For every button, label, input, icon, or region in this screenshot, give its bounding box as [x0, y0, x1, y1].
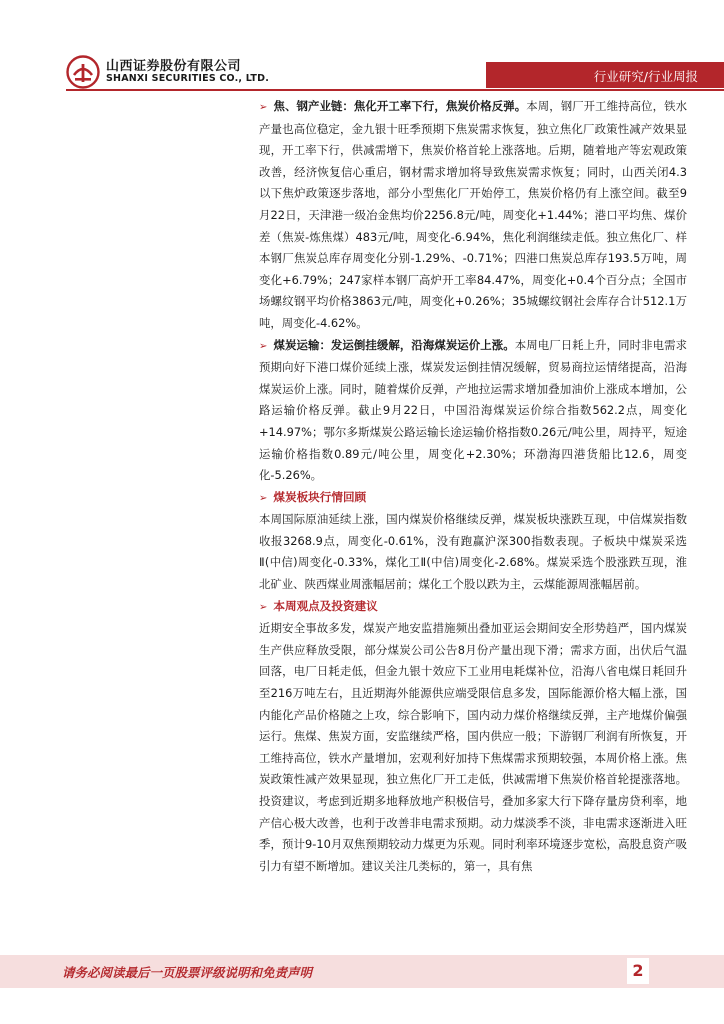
paragraph-investment: 近期安全事故多发，煤炭产地安监措施频出叠加亚运会期间安全形势趋严，国内煤炭生产供应释放受限，部分煤炭公司公告8月份产量出现下滑；需求方面，出伏后气温回落，电厂日耗走低，但金九银十效应下工业用电耗煤补位，沿海八省电煤日耗回升至216万吨左右，且近期海外能源供应端受限信息多发，国际能源价格大幅上涨，国内能化产品价格随之上攻，综合影响下，国内动力煤价格继续反弹，主产地煤价偏强运行。焦煤、焦炭方面，安监继续严格，国内供应一般；下游钢厂利润有所恢复，开工维持高位，铁水产量增加，宏观利好加持下焦煤需求预期较强，本周价格上涨。焦炭政策性减产效果显现，独立焦化厂开工走低，供减需增下焦炭价格首轮提涨落地。投资建议，考虑到近期多地释放地产积极信号，叠加多家大行下降存量房贷利率，地产信心极大改善，也利于改善非电需求预期。动力煤淡季不淡，非电需求逐渐进入旺季，预计9-10月双焦预期较动力煤更为乐观。同时利率环境逐步宽松，高股息资产吸引力有望不断增加。建议关注几类标的，第一，具有焦	[259, 621, 687, 873]
lead-coal-transport: 煤炭运输：发运倒挂缓解，沿海煤炭运价上涨。	[273, 337, 515, 352]
header-divider	[66, 89, 724, 91]
paragraph-sector-review: 本周国际原油延续上涨，国内煤炭价格继续反弹，煤炭板块涨跌互现，中信煤炭指数收报3268.9点，周变化-0.61%，没有跑赢沪深300指数表现。子板块中煤炭采选Ⅱ(中信)周变化-0.33%，煤化工Ⅱ(中信)周变化-2.68%。煤炭采选个股涨跌互现，淮北矿业、陕西煤业周涨幅居前；煤化工个股以跌为主，云煤能源周涨幅居前。	[259, 512, 687, 592]
text-coal-transport: 本周电厂日耗上升，同时非电需求预期向好下港口煤价延续上涨，煤炭发运倒挂情况缓解，贸易商拉运情绪提高，沿海煤炭运价上涨。同时，随着煤价反弹，产地拉运需求增加叠加油价上涨成本增加，公路运输价格反弹。截止9月22日，中国沿海煤炭运价综合指数562.2点，周变化+14.97%；鄂尔多斯煤炭公路运输长途运输价格指数0.26元/吨公里，周持平，短途运输价格指数0.89元/吨公里，周变化+2.30%；环渤海四港货船比12.6，周变化-5.26%。	[259, 337, 687, 483]
arrow-bullet-icon: ➢	[259, 102, 268, 113]
arrow-bullet-icon: ➢	[259, 340, 268, 352]
page-number: 2	[627, 958, 649, 984]
company-name-cn: 山西证券股份有限公司	[106, 59, 242, 74]
text-coke-steel: 本周，钢厂开工维持高位，铁水产量也高位稳定，金九银十旺季预期下焦炭需求恢复，独立焦化厂政策性减产效果显现，开工率下行，供减需增下，焦炭价格首轮上涨落地。后期，随着地产等宏观政策改善，经济恢复信心重启，钢材需求增加将导致焦炭需求恢复；同时，山西关闭4.3以下焦炉政策逐步落地，部分小型焦化厂开始停工，焦炭价格仍有上涨空间。截至9月22日，天津港一级冶金焦均价2256.8元/吨，周变化+1.44%；港口平均焦、煤价差（焦炭-炼焦煤）483元/吨，周变化-6.94%，焦化利润继续走低。独立焦化厂、样本钢厂焦炭总库存周变化分别-1.29%、-0.71%；四港口焦炭总库存193.5万吨，周变化+6.79%；247家样本钢厂高炉开工率84.47%，周变化+0.4个百分点；全国市场螺纹钢平均价格3863元/吨，周变化+0.26%；35城螺纹钢社会库存合计512.1万吨，周变化-4.62%。	[259, 99, 687, 330]
section-heading-investment: ➢ 本周观点及投资建议	[259, 598, 378, 613]
arrow-bullet-icon: ➢	[259, 601, 268, 613]
paragraph-coke-steel	[259, 96, 687, 335]
section-heading-sector-review: ➢ 煤炭板块行情回顾	[259, 489, 367, 504]
company-name-en: SHANXI SECURITIES CO., LTD.	[106, 73, 270, 84]
lead-coke-steel: 焦、钢产业链：焦化开工率下行，焦炭价格反弹。	[273, 99, 527, 113]
arrow-bullet-icon: ➢	[259, 492, 268, 504]
report-body	[259, 96, 687, 877]
paragraph-coal-transport	[259, 335, 687, 487]
shanxi-securities-logo-icon	[66, 55, 100, 89]
report-category: 行业研究/行业周报	[593, 69, 698, 84]
page-header	[0, 0, 724, 100]
footer-disclaimer: 请务必阅读最后一页股票评级说明和免责声明	[62, 965, 313, 980]
